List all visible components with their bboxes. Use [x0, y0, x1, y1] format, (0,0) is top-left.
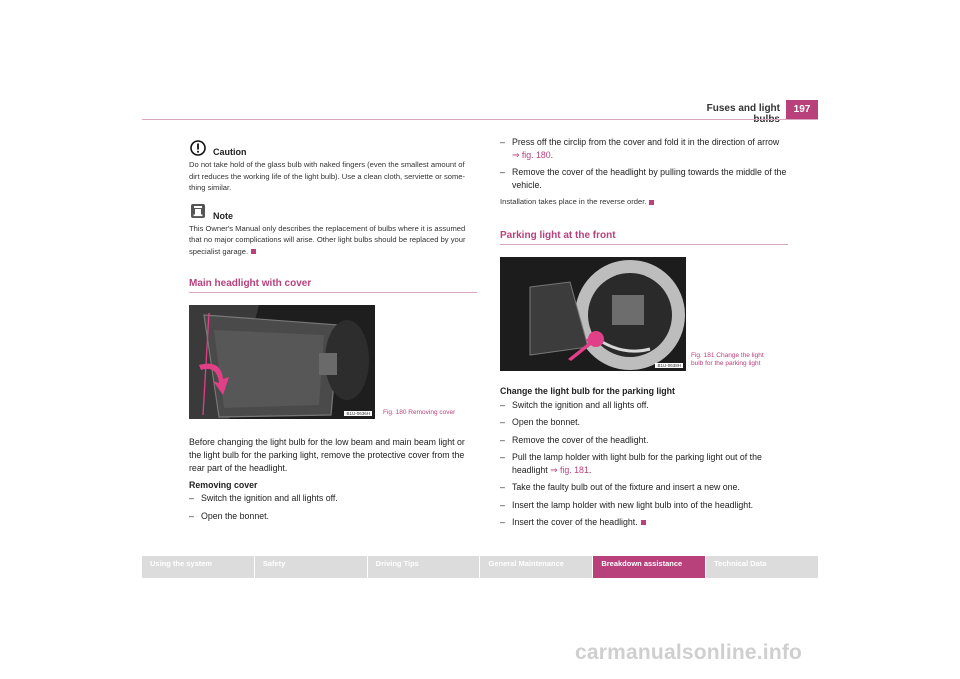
list-item: – Switch the ignition and all lights off.: [189, 492, 477, 505]
list-item: – Press off the circlip from the cover and fold it in the direction of arrow ⇒ fig. 180.: [500, 136, 788, 161]
fig-180-link[interactable]: ⇒ fig. 180: [512, 149, 551, 160]
figure-181-block: [500, 257, 788, 371]
main-headlight-intro: Before changing the light bulb for the low beam and main beam light or the light bulb for the parking light, remove the protective cover from the rear part of the headlight.: [189, 437, 465, 473]
chapter-tab-bar: [142, 556, 818, 578]
note-icon: [189, 202, 207, 220]
list-item: – Take the faulty bulb out of the fixture and insert a new one.: [500, 481, 788, 494]
step-holder-text: Pull the lamp holder with light bulb for the parking light out of the headlight: [512, 452, 762, 475]
cover-steps-continued: [500, 136, 788, 191]
end-marker: [649, 200, 654, 205]
left-column: [189, 138, 477, 527]
parking-light-subheading: Change the light bulb for the parking light: [500, 385, 675, 396]
figure-180-image: [189, 305, 375, 419]
note-text-wrap: [189, 223, 477, 258]
figure-181-code: B1U-0638H: [657, 362, 681, 368]
install-note: Installation takes place in the reverse order.: [500, 197, 647, 206]
end-marker: [641, 520, 646, 525]
note-heading: Note: [213, 210, 233, 221]
parking-light-title: Parking light at the front: [500, 230, 788, 245]
fig-181-link[interactable]: ⇒ fig. 181: [550, 464, 589, 475]
figure-180-caption: Fig. 180 Removing cover: [383, 409, 456, 416]
tab-using-the-system[interactable]: Using the system: [142, 556, 254, 578]
caution-text: Do not take hold of the glass bulb with naked fingers (even the smallest amount of dirt reduces the working life of the light bulb). Use a clean cloth, serviette or some-thing similar.: [189, 160, 466, 192]
list-item: [500, 516, 788, 529]
caution-header: [189, 138, 477, 157]
watermark: carmanualsonline.info: [575, 641, 803, 664]
parking-light-steps: [500, 399, 788, 529]
list-item: – Switch the ignition and all lights off.: [500, 399, 788, 412]
note-header: [189, 202, 477, 221]
figure-181-image: [500, 257, 686, 371]
list-item: – Open the bonnet.: [189, 510, 477, 523]
tab-driving-tips[interactable]: Driving Tips: [368, 556, 480, 578]
caution-block: [189, 138, 477, 194]
tab-technical-data[interactable]: Technical Data: [706, 556, 818, 578]
step-fold-text: Press off the circlip from the cover and fold it in the direction of arrow: [512, 137, 780, 147]
tab-general-maintenance[interactable]: General Maintenance: [480, 556, 592, 578]
removing-cover-steps: [189, 492, 477, 522]
figure-181-caption-line2: bulb for the parking light: [691, 359, 761, 367]
main-headlight-title: Main headlight with cover: [189, 278, 477, 293]
page-number: 197: [786, 100, 818, 120]
tab-breakdown-assistance[interactable]: Breakdown assistance: [593, 556, 705, 578]
figure-181-caption: [691, 352, 764, 368]
tab-safety[interactable]: Safety: [255, 556, 367, 578]
removing-cover-subheading: Removing cover: [189, 480, 258, 490]
list-item: – Open the bonnet.: [500, 416, 788, 429]
caution-heading: Caution: [213, 147, 247, 157]
figure-180-block: [189, 305, 477, 419]
note-block: [189, 202, 477, 258]
note-text: This Owner's Manual only describes the replacement of bulbs where it is assumed that no major complications will arise. Other light bulbs should be replaced by your specialist garage.: [189, 223, 466, 256]
list-item: – Remove the cover of the headlight by pulling towards the middle of the vehicle.: [500, 166, 788, 191]
header-rule: [142, 119, 818, 120]
list-item: – Remove the cover of the headlight.: [500, 434, 788, 447]
caution-icon: [189, 139, 207, 157]
right-column: [500, 136, 788, 534]
install-note-wrap: [500, 196, 788, 208]
figure-181-caption-line1: Fig. 181 Change the light: [691, 351, 764, 359]
last-step-text: Insert the cover of the headlight.: [512, 517, 638, 527]
header-title: Fuses and light: [706, 103, 780, 114]
list-item: – Pull the lamp holder with light bulb for the parking light out of the headlight ⇒ fig. 181.: [500, 451, 788, 476]
end-marker: [251, 249, 256, 254]
figure-180-code: B1U-0636H: [346, 411, 370, 416]
list-item: – Insert the lamp holder with new light bulb into of the headlight.: [500, 499, 788, 512]
